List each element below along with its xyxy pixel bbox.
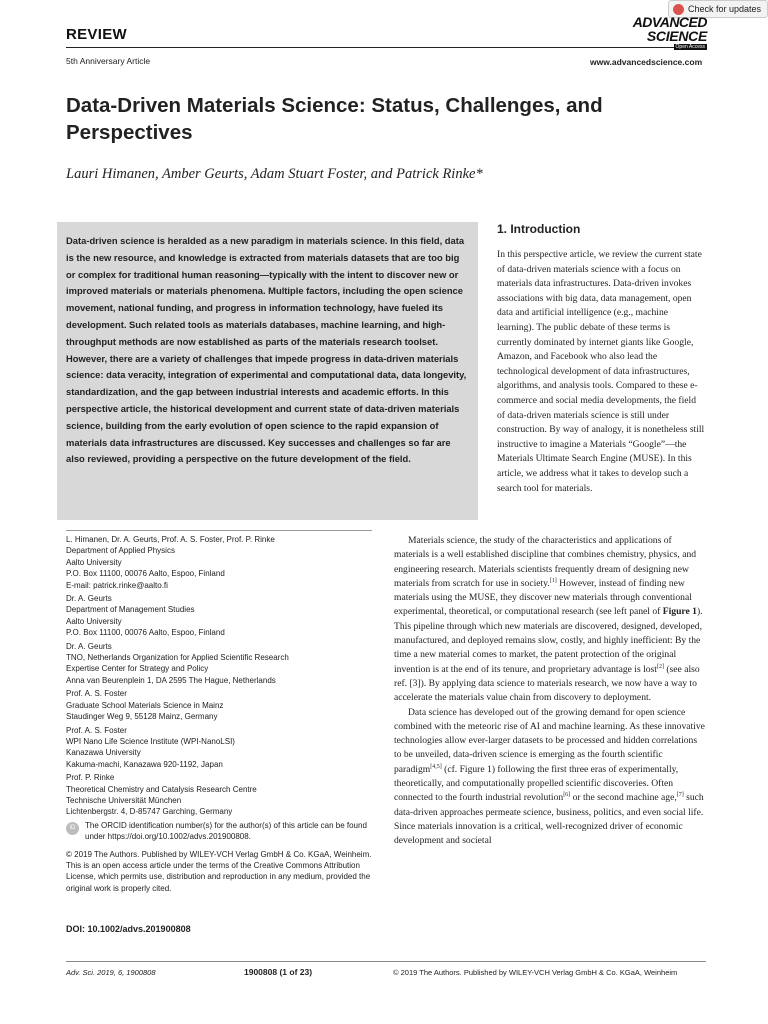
body-text: ). This pipeline through which new materials are discovered, designed, developed, manufactured, and deployed remains slow, costly, and highly inefficient: By the time a new material comes to market, the patent protection of the original invention is at the end of its tenure, and proprietary advantage is lost	[394, 606, 703, 675]
body-text: Materials science, the study of the characteristics and applications of materials is a well established discipline that combines chemistry, physics, and engineering research. Materials scientists frequently dream of designing new materials from scratch for use in society.	[394, 535, 697, 589]
orcid-note	[66, 820, 386, 843]
affiliation-3: Dr. A. Geurts TNO, Netherlands Organization for Applied Scientific Research Expertise Center for Strategy and Policy Anna van Beurenplein 1, DA 2595 The Hague, Netherlands	[66, 641, 289, 685]
series-label: 5th Anniversary Article	[66, 56, 151, 66]
copyright-notice: © 2019 The Authors. Published by WILEY-VCH Verlag GmbH & Co. KGaA, Weinheim. This is an open access article under the terms of the Creative Commons Attribution License, which permits use, distribution and reproduction in any medium, provided the original work is properly cited.	[66, 849, 372, 893]
citation-ref[interactable]: [7]	[676, 792, 684, 799]
affiliations-block	[66, 534, 386, 894]
abstract-text: Data-driven science is heralded as a new paradigm in materials science. In this field, data is the new resource, and knowledge is extracted from materials datasets that are too big or complex for traditional human reasoning—typically with the intent to discover new or improved materials or materials phenomena. Multiple factors, including the open science movement, national funding, and progress in information technology, have fueled its development. Such related tools as materials databases, machine learning, and high-throughput methods are now established as parts of the materials research toolset. However, there are a variety of challenges that impede progress in data-driven materials science: data veracity, integration of experimental and computational data, data longevity, standardization, and the gap between industrial interests and academic efforts. In this perspective article, the historical development and current state of data-driven materials science, building from the early evolution of open science to the rapid expansion of materials data infrastructures are discussed. Key successes and challenges so far are also reviewed, providing a perspective on the future development of the field.	[66, 235, 467, 465]
citation-ref[interactable]: [4,5]	[430, 763, 442, 770]
orcid-icon: iD	[66, 822, 79, 835]
logo-line-1: ADVANCED	[632, 14, 707, 30]
intro-text: In this perspective article, we review the current state of data-driven materials science with a focus on materials data infrastructures. Data-driven invokes associations with big data, data management, open data and artificial intelligence (e.g., machine learning). The public debate of these terms is currently dominated by internet giants like Google, Amazon, and Facebook who also lead the technological development of data infrastructures, algorithms, and analysis tools. Compared to these e-commerce and social media developments, the field of data-driven materials science is still under construction. By way of analogy, it is nonetheless still instructive to imagine a Materials “Google”—the Materials Ultimate Search Engine (MUSE). In this article, we address what it takes to develop such a search tool for materials.	[497, 249, 705, 494]
footer-page-number: 1900808 (1 of 23)	[244, 967, 313, 977]
citation-ref[interactable]: [6]	[563, 792, 571, 799]
logo-line-3: Open Access	[675, 44, 705, 50]
body-text: or the second machine age,	[570, 792, 677, 804]
affiliation-5: Prof. A. S. Foster WPI Nano Life Science Institute (WPI-NanoLSI) Kanazawa University Kakuma-machi, Kanazawa 920-1192, Japan	[66, 725, 235, 769]
affiliation-1: L. Himanen, Dr. A. Geurts, Prof. A. S. Foster, Prof. P. Rinke Department of Applied Physics Aalto University P.O. Box 11100, 00076 Aalto, Espoo, Finland E-mail: patrick.rinke@aalto.fi	[66, 535, 275, 590]
footer-citation: Adv. Sci. 2019, 6, 1900808	[66, 968, 156, 977]
affiliation-6: Prof. P. Rinke Theoretical Chemistry and Catalysis Research Centre Technische Universität München Lichtenbergstr. 4, D-85747 Garching, Germany	[66, 773, 257, 817]
body-text: such data-driven approaches permeate science, business, politics, and even social life. Since materials innovation is a critical, well-recognized driver of economic development and societal	[394, 792, 704, 847]
affiliation-4: Prof. A. S. Foster Graduate School Materials Science in Mainz Staudinger Weg 9, 55128 Mainz, Germany	[66, 689, 224, 722]
citation-ref[interactable]: [2]	[656, 663, 664, 670]
orcid-text[interactable]: The ORCID identification number(s) for the author(s) of this article can be found under https://doi.org/10.1002/advs.201900808.	[85, 820, 367, 842]
body-text: (see also ref. [3]). By applying data science to materials research, we now have a way to accelerate the materials value chain from discovery to deployment.	[394, 663, 700, 704]
body-text: (cf. Figure 1) following the first three eras of experimentally, theoretically, and computationally propelled scientific discoveries. Often connected to the fourth industrial revolution	[394, 763, 679, 804]
footer-publisher: © 2019 The Authors. Published by WILEY-VCH Verlag GmbH & Co. KGaA, Weinheim	[393, 968, 678, 977]
figure-ref[interactable]: Figure 1	[662, 606, 697, 618]
check-updates-label: Check for updates	[688, 4, 762, 14]
footer-rule	[66, 961, 706, 962]
article-title: Data-Driven Materials Science: Status, Challenges, and Perspectives	[66, 94, 603, 144]
body-text: Data science has developed out of the growing demand for open science combined with the meteoric rise of AI and machine learning. As these innovative technologies allow ever-larger datasets to be processed and hidden correlations to be unveiled, data-driven science is emerging as the fourth scientific paradigm	[394, 706, 705, 775]
affiliation-2: Dr. A. Geurts Department of Management Studies Aalto University P.O. Box 11100, 00076 Aalto, Espoo, Finland	[66, 594, 225, 638]
journal-website-link[interactable]: www.advancedscience.com	[590, 57, 703, 67]
affiliation-divider	[66, 530, 372, 531]
body-paragraph-2	[394, 534, 706, 706]
body-paragraph-3	[394, 706, 706, 849]
section-label: REVIEW	[66, 26, 127, 43]
section-heading-introduction: 1. Introduction	[497, 222, 581, 236]
abstract-box	[57, 222, 478, 520]
body-column	[394, 534, 706, 849]
intro-paragraph-1	[497, 248, 705, 496]
article-authors: Lauri Himanen, Amber Geurts, Adam Stuart Foster, and Patrick Rinke*	[66, 166, 483, 182]
journal-logo	[607, 14, 707, 56]
doi-link[interactable]: DOI: 10.1002/advs.201900808	[66, 924, 191, 934]
body-text: However, instead of finding new materials using the MUSE, they discover new materials through conventional experimental, theoretical, or computational research (see left panel of	[394, 577, 692, 618]
logo-line-2: SCIENCE	[646, 28, 707, 44]
update-badge-icon	[673, 4, 684, 15]
citation-ref[interactable]: [1]	[549, 577, 557, 584]
